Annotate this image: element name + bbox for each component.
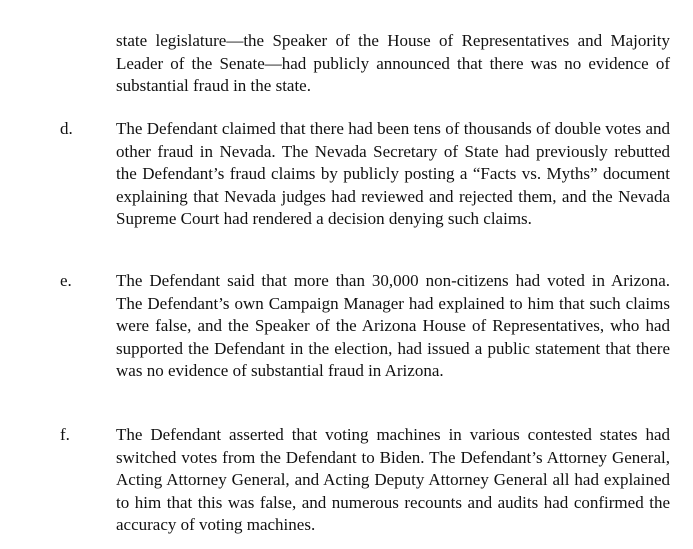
- item-label: e.: [60, 271, 72, 290]
- item-text: The Defendant claimed that there had been tens of thousands of double votes and other fraud in Nevada. The Nevada Secretary of State had previously rebutted the Defendant’s fraud claims by publicly posting a “Facts vs. Myths” document explaining that Nevada judges had reviewed and rejected them, and the Nevada Supreme Court had rendered a decision denying such claims.: [116, 119, 670, 228]
- item-label: f.: [60, 425, 70, 444]
- continuation-paragraph: state legislature—the Speaker of the House of Representatives and Majority Leader of the Senate—had publicly announced that there was no evidence of substantial fraud in the state.: [116, 31, 670, 95]
- item-label: d.: [60, 119, 73, 138]
- item-text: The Defendant said that more than 30,000 non-citizens had voted in Arizona. The Defendant’s own Campaign Manager had explained to him that such claims were false, and the Speaker of the Arizona House of Representatives, who had supported the Defendant in the election, had issued a public statement that there was no evidence of substantial fraud in Arizona.: [116, 271, 670, 380]
- item-text: The Defendant asserted that voting machines in various contested states had switched votes from the Defendant to Biden. The Defendant’s Attorney General, Acting Attorney General, and Acting Deputy Attorney General all had explained to him that this was false, and numerous recounts and audits had confirmed the accuracy of voting machines.: [116, 425, 670, 534]
